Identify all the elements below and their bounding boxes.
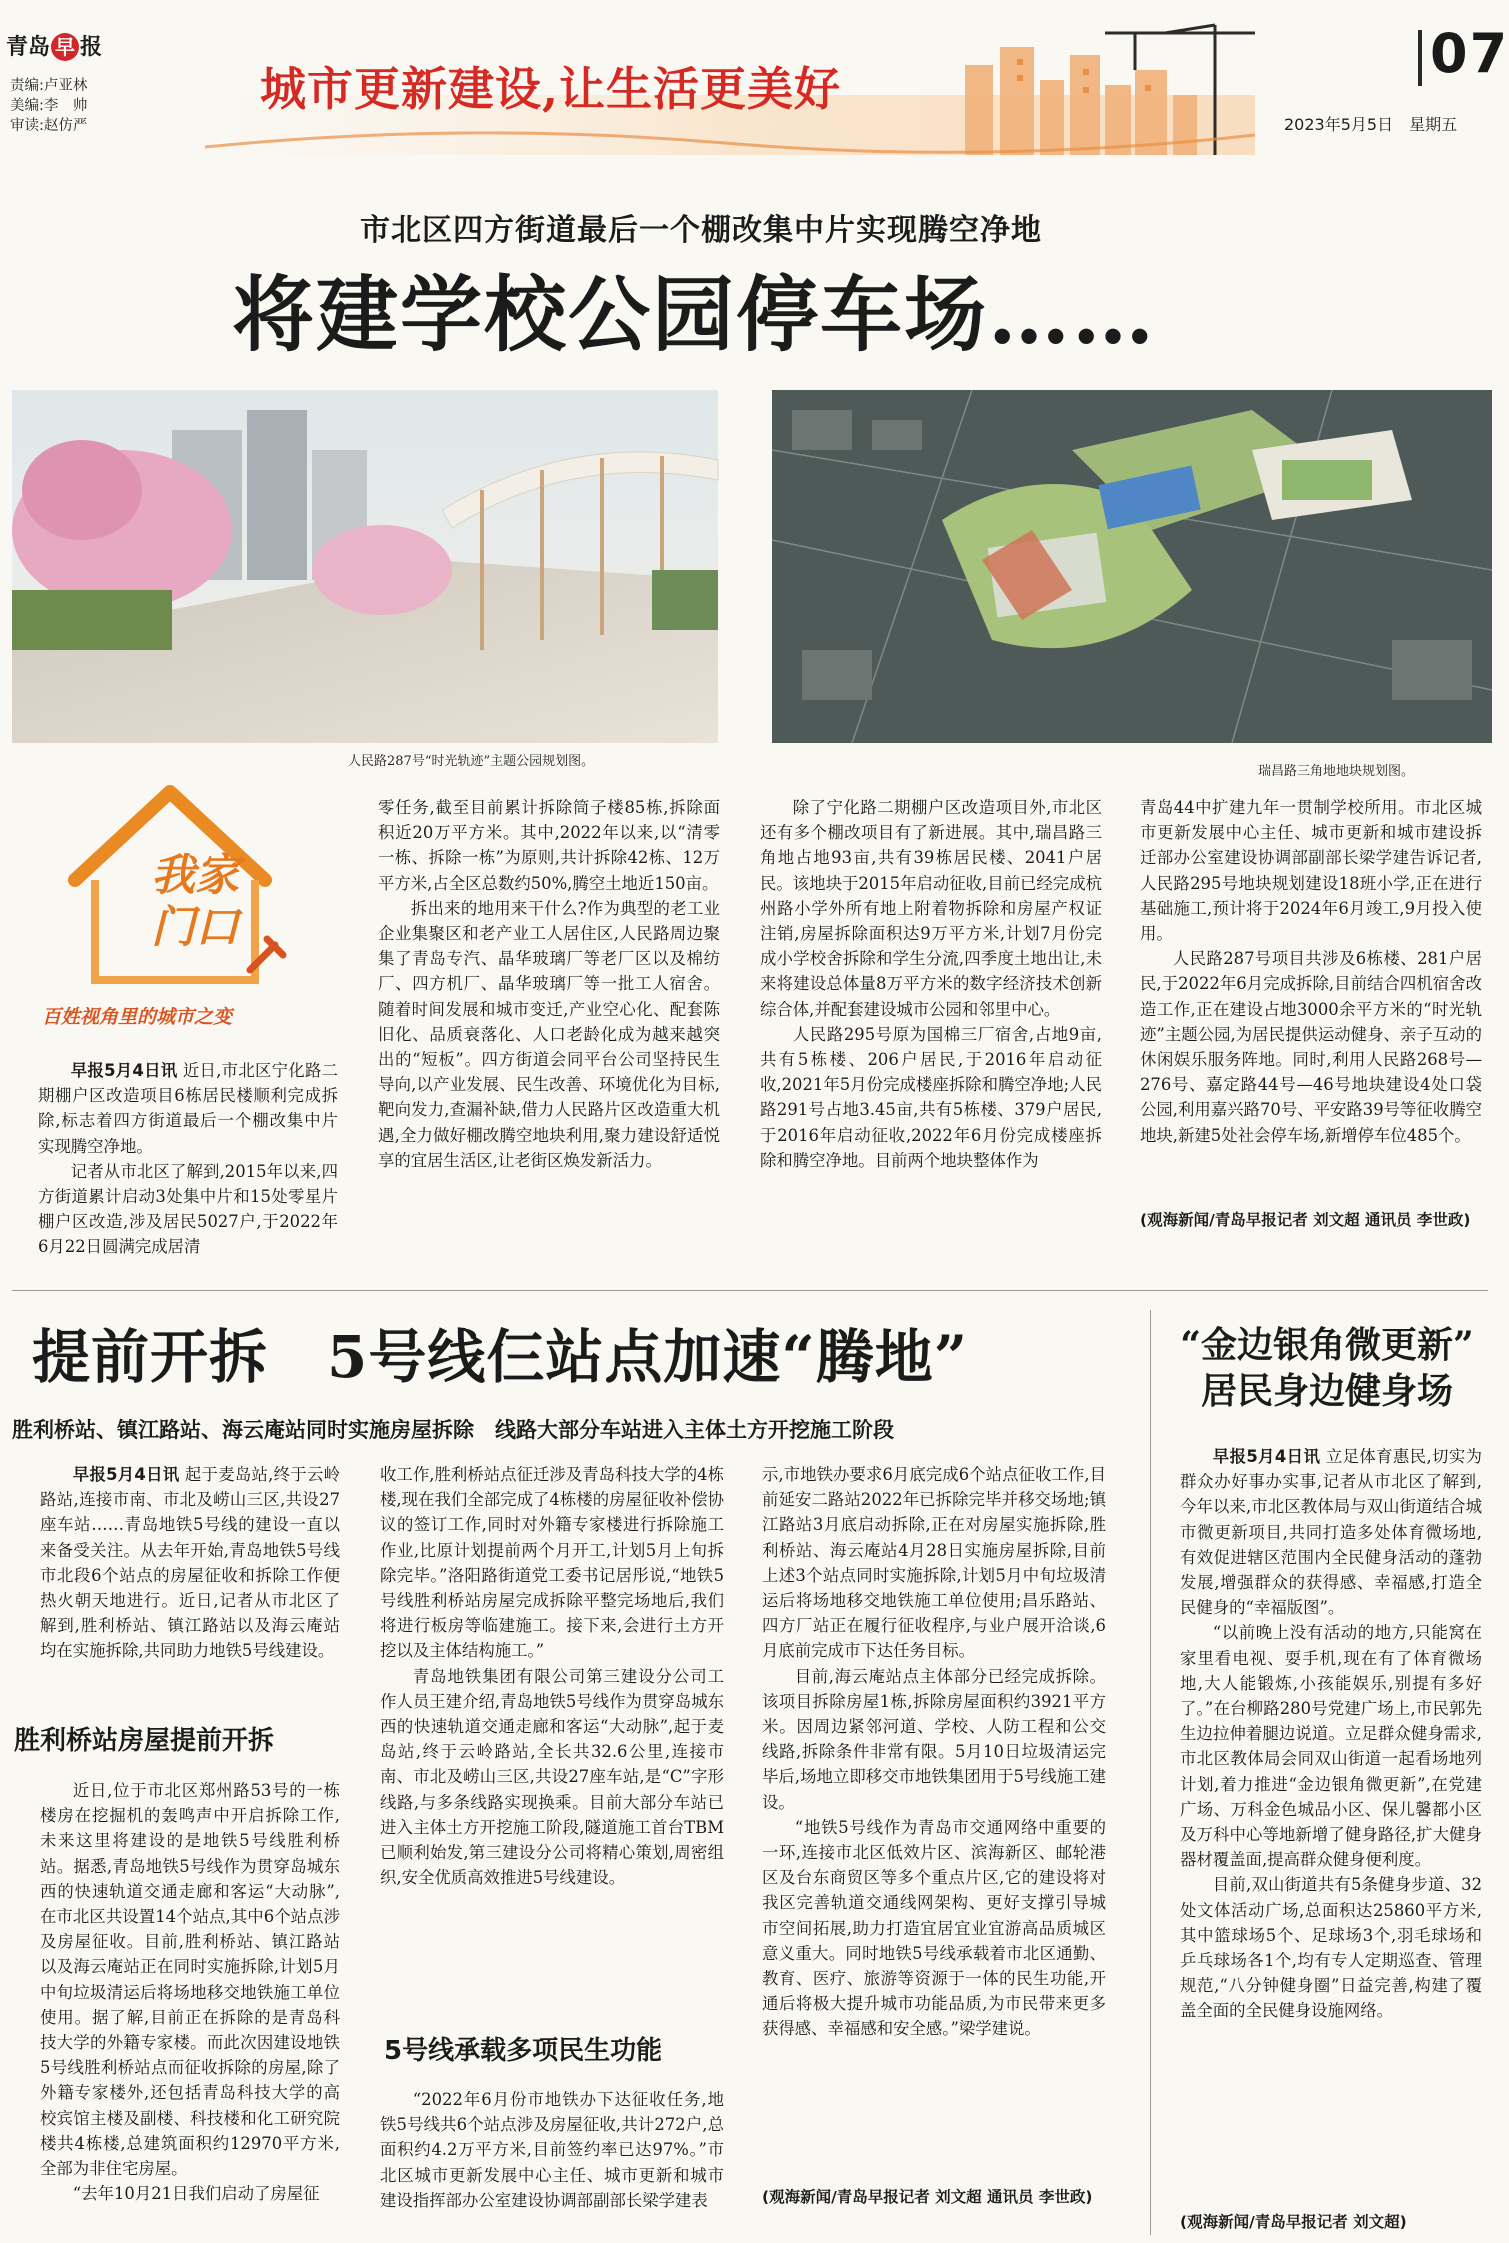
paper-name: 青岛 (6, 35, 51, 60)
column-logo (40, 780, 310, 1040)
article3-title: “金边银角微更新” 居民身边健身场 (1180, 1324, 1474, 1412)
article1-dateline: 早报5月4日讯 (70, 1061, 178, 1080)
article3-body (1180, 1444, 1482, 2204)
article1-subtitle: 市北区四方街道最后一个棚改集中片实现腾空净地 (360, 213, 1042, 248)
site-plan-photo-caption: 瑞昌路三角地地块规划图。 (1258, 764, 1415, 779)
article1-title: 将建学校公园停车场…… (232, 267, 1157, 363)
column-divider (1150, 1310, 1151, 2235)
article3-paragraph: 目前,双山街道共有5条健身步道、32处文体活动广场,总面积达25860平方米,其中篮球场5个、足球场3个,羽毛球场和乒乓球场各1个,均有专人定期巡查、管理规范,“八分钟健身圈”日益完善,构建了覆盖全面的全民健身设施网络。 (1180, 1875, 1482, 2021)
article2-column-2 (380, 1462, 724, 2012)
issue-date: 2023年5月5日 星期五 (1284, 115, 1458, 134)
editor-credit: 责编:卢亚林 (10, 78, 88, 94)
article2-paragraph: 目前,海云庵站点主体部分已经完成拆除。该项目拆除房屋1栋,拆除房屋面积约3921平方米。因周边紧邻河道、学校、人防工程和公交线路,拆除条件非常有限。5月10日垃圾清运完毕后,场地立即移交市地铁集团用于5号线施工建设。 (762, 1666, 1106, 1812)
article2-byline: (观海新闻/青岛早报记者 刘文超 通讯员 李世政) (762, 2188, 1093, 2206)
article2-section-heading: 5号线承载多项民生功能 (384, 2036, 663, 2066)
article2-column-3 (762, 1462, 1106, 2182)
article1-column-1 (38, 1058, 338, 1258)
site-plan-rendering-photo (772, 390, 1492, 743)
banner-title: 城市更新建设,让生活更美好 (260, 62, 842, 116)
designer-credit: 美编:李 帅 (10, 98, 88, 114)
article1-paragraph: 除了宁化路二期棚户区改造项目外,市北区还有多个棚改项目有了新进展。其中,瑞昌路三角地占地93亩,共有39栋居民楼、2041户居民。该地块于2015年启动征收,目前已经完成杭州路小学外所有地上附着物拆除和房屋产权证注销,房屋拆除面积达9万平方米,计划7月份完成小学校舍拆除和学生分流,四季度土地出让,未来将建设总体量8万平方米的数字经济技术创新综合体,并配套建设城市公园和邻里中心。 (760, 798, 1102, 1019)
article2-paragraph: “地铁5号线作为青岛市交通网络中重要的一环,连接市北区低效片区、滨海新区、邮轮港区及台东商贸区等多个重点片区,它的建设将对我区完善轨道交通线网架构、更好支撑引导城市空间拓展,助力打造宜居宜业宜游高品质城区意义重大。同时地铁5号线承载着市北区通勤、教育、医疗、旅游等资源于一体的民生功能,开通后将极大提升城市功能品质,为市民带来更多获得感、幸福感和安全感。”梁学建说。 (762, 1817, 1106, 2039)
page-divider-bar (1418, 30, 1422, 86)
article2-paragraph: 收工作,胜利桥站点征迁涉及青岛科技大学的4栋楼,现在我们全部完成了4栋楼的房屋征收补偿协议的签订工作,同时对外籍专家楼进行拆除施工作业,比原计划提前两个月开工,计划5月上旬拆除完毕。”洛阳路街道党工委书记居彤说,“地铁5号线胜利桥站房屋完成拆除平整完场地后,我们将进行板房等临建施工。接下来,会进行土方开挖以及主体结构施工。” (380, 1465, 724, 1661)
article1-byline: (观海新闻/青岛早报记者 刘文超 通讯员 李世政) (1140, 1211, 1471, 1229)
article1-column-3 (760, 795, 1102, 1255)
article2-paragraph: “2022年6月份市地铁办下达征收任务,地铁5号线共6个站点涉及房屋征收,共计272户,总面积约4.2万平方米,目前签约率已达97%。”市北区城市更新发展中心主任、城市更新和城市建设指挥部办公室建设协调部副部长梁学建表 (380, 2090, 724, 2210)
article3-dateline: 早报5月4日讯 (1212, 1447, 1321, 1466)
article3-paragraph: “以前晚上没有活动的地方,只能窝在家里看电视、耍手机,现在有了体育微场地,大人能锻炼,小孩能娱乐,别提有多好了。”在台柳路280号党建广场上,市民郭先生边拉伸着腿边说道。立足群众健身需求,市北区教体局会同双山街道一起看场地列计划,着力推进“金边银角微更新”,在党建广场、万科金色城品小区、保儿馨都小区及万科中心等地新增了健身路径,扩大健身器材覆盖面,提高群众健身便利度。 (1180, 1623, 1482, 1870)
masthead (6, 30, 102, 61)
column-logo-main: 我家 门口 (151, 850, 239, 953)
article2-section-heading: 胜利桥站房屋提前开拆 (14, 1726, 275, 1756)
section-divider (12, 1290, 1488, 1291)
article2-paragraph: 起于麦岛站,终于云岭路站,连接市南、市北及崂山三区,共设27座车站……青岛地铁5号线的建设一直以来备受关注。从去年开始,青岛地铁5号线市北段6个站点的房屋征收和拆除工作便热火朝天地进行。近日,记者从市北区了解到,胜利桥站、镇江路站以及海云庵站均在实施拆除,共同助力地铁5号线建设。 (40, 1465, 340, 1661)
paper-name: 报 (80, 35, 103, 60)
park-photo-caption: 人民路287号“时光轨迹”主题公园规划图。 (348, 754, 595, 769)
article1-column-4 (1140, 795, 1482, 1175)
staff-credits (10, 76, 87, 136)
banner (205, 25, 1255, 165)
page-number: 07 (1430, 22, 1509, 85)
column-logo-slogan: 百姓视角里的城市之变 (42, 1006, 233, 1028)
article2-subtitle: 胜利桥站、镇江路站、海云庵站同时实施房屋拆除 线路大部分车站进入主体土方开挖施工阶段 (12, 1418, 894, 1442)
article1-paragraph: 人民路287号项目共涉及6栋楼、281户居民,于2022年6月完成拆除,目前结合四机宿舍改造工作,正在建设占地3000余平方米的“时光轨迹”主题公园,为居民提供运动健身、亲子互动的休闲娱乐服务阵地。同时,利用人民路268号—276号、嘉定路44号—46号地块建设4处口袋公园,利用嘉兴路70号、平安路39号等征收腾空地块,新建5处社会停车场,新增停车位485个。 (1140, 949, 1482, 1145)
article2-paragraph: 示,市地铁办要求6月底完成6个站点征收工作,目前延安二路站2022年已拆除完毕并移交场地;镇江路站3月底启动拆除,正在对房屋实施拆除,胜利桥站、海云庵站4月28日实施房屋拆除,目前上述3个站点同时实施拆除,计划5月中旬垃圾清运后将场地移交地铁施工单位使用;昌乐路站、四方厂站正在履行征收程序,与业户展开洽谈,6月底前完成市下达任务目标。 (762, 1465, 1106, 1661)
park-rendering-photo (12, 390, 718, 743)
article2-paragraph: 近日,位于市北区郑州路53号的一栋楼房在挖掘机的轰鸣声中开启拆除工作,未来这里将建设的是地铁5号线胜利桥站。据悉,青岛地铁5号线作为贯穿岛城东西的快速轨道交通走廊和客运“大动脉”,在市北区共设置14个站点,其中6个站点涉及房屋征收。目前,胜利桥站、镇江路站以及海云庵站正在同时实施拆除,计划5月中旬垃圾清运后将场地移交地铁施工单位使用。据了解,目前正在拆除的是青岛科技大学的外籍专家楼。而此次因建设地铁5号线胜利桥站点而征收拆除的房屋,除了外籍专家楼外,还包括青岛科技大学的高校宾馆主楼及副楼、科技楼和化工研究院楼共4栋楼,总建筑面积约12970平方米,全部为非住宅房屋。 (40, 1781, 340, 2179)
article1-paragraph: 青岛44中扩建九年一贯制学校所用。市北区城市更新发展中心主任、城市更新和城市建设拆迁部办公室建设协调部副部长梁学建告诉记者,人民路295号地块规划建设18班小学,正在进行基础施工,预计将于2024年6月竣工,9月投入使用。 (1140, 798, 1482, 944)
article2-paragraph: 青岛地铁集团有限公司第三建设分公司工作人员王建介绍,青岛地铁5号线作为贯穿岛城东西的快速轨道交通走廊和客运“大动脉”,起于麦岛站,终于云岭路站,全长共32.6公里,连接市南、市北及崂山三区,共设27座车站,是“C”字形线路,与多条线路实现换乘。目前大部分车站已进入主体土方开挖施工阶段,隧道施工首台TBM已顺利始发,第三建设分公司将精心策划,周密组织,安全优质高效推进5号线建设。 (380, 1666, 724, 1888)
article1-paragraph: 零任务,截至目前累计拆除筒子楼85栋,拆除面积近20万平方米。其中,2022年以来,以“清零一栋、拆除一栋”为原则,共计拆除42栋、12万平方米,占全区总数约50%,腾空土地近150亩。 (378, 798, 720, 893)
article3-byline: (观海新闻/青岛早报记者 刘文超) (1180, 2213, 1407, 2231)
article1-paragraph: 记者从市北区了解到,2015年以来,四方街道累计启动3处集中片和15处零星片棚户区改造,涉及居民5027户,于2022年6月22日圆满完成居清 (38, 1161, 338, 1257)
paper-name-seal: 早 (51, 33, 79, 61)
article1-column-2 (378, 795, 720, 1255)
article1-paragraph: 近日,市北区宁化路二期棚户区改造项目6栋居民楼顺利完成拆除,标志着四方街道最后一个棚改集中片实现腾空净地。 (38, 1061, 338, 1156)
article2-column-1-lower (40, 1778, 340, 2237)
article2-column-2-lower (380, 2087, 724, 2237)
article2-paragraph: “去年10月21日我们启动了房屋征 (72, 2184, 320, 2204)
article1-paragraph: 人民路295号原为国棉三厂宿舍,占地9亩,共有5栋楼、206户居民,于2016年启动征收,2021年5月份完成楼座拆除和腾空净地;人民路291号占地3.45亩,共有5栋楼、379户居民,于2016年启动征收,2022年6月份完成楼座拆除和腾空净地。目前两个地块整体作为 (760, 1024, 1102, 1170)
article2-title: 提前开拆 5号线仨站点加速“腾地” (32, 1323, 969, 1391)
reviewer-credit: 审读:赵仿严 (10, 118, 88, 134)
article1-paragraph: 拆出来的地用来干什么?作为典型的老工业企业集聚区和老产业工人居住区,人民路周边聚集了青岛专汽、晶华玻璃厂等老厂区以及棉纺厂、四方机厂、晶华玻璃厂等一批工人宿舍。随着时间发展和城市变迁,产业空心化、配套陈旧化、品质衰落化、人口老龄化成为越来越突出的“短板”。四方街道会同平台公司坚持民生导向,以产业发展、民生改善、环境优化为目标,靶向发力,查漏补缺,借力人民路片区改造重大机遇,全力做好棚改腾空地块利用,聚力建设舒适悦享的宜居生活区,让老街区焕发新活力。 (378, 898, 720, 1170)
article3-paragraph: 立足体育惠民,切实为群众办好事办实事,记者从市北区了解到,今年以来,市北区教体局与双山街道结合城市微更新项目,共同打造多处体育微场地,有效促进辖区范围内全民健身活动的蓬勃发展,增强群众的获得感、幸福感,打造全民健身的“幸福版图”。 (1180, 1447, 1482, 1618)
article2-dateline: 早报5月4日讯 (72, 1465, 180, 1484)
